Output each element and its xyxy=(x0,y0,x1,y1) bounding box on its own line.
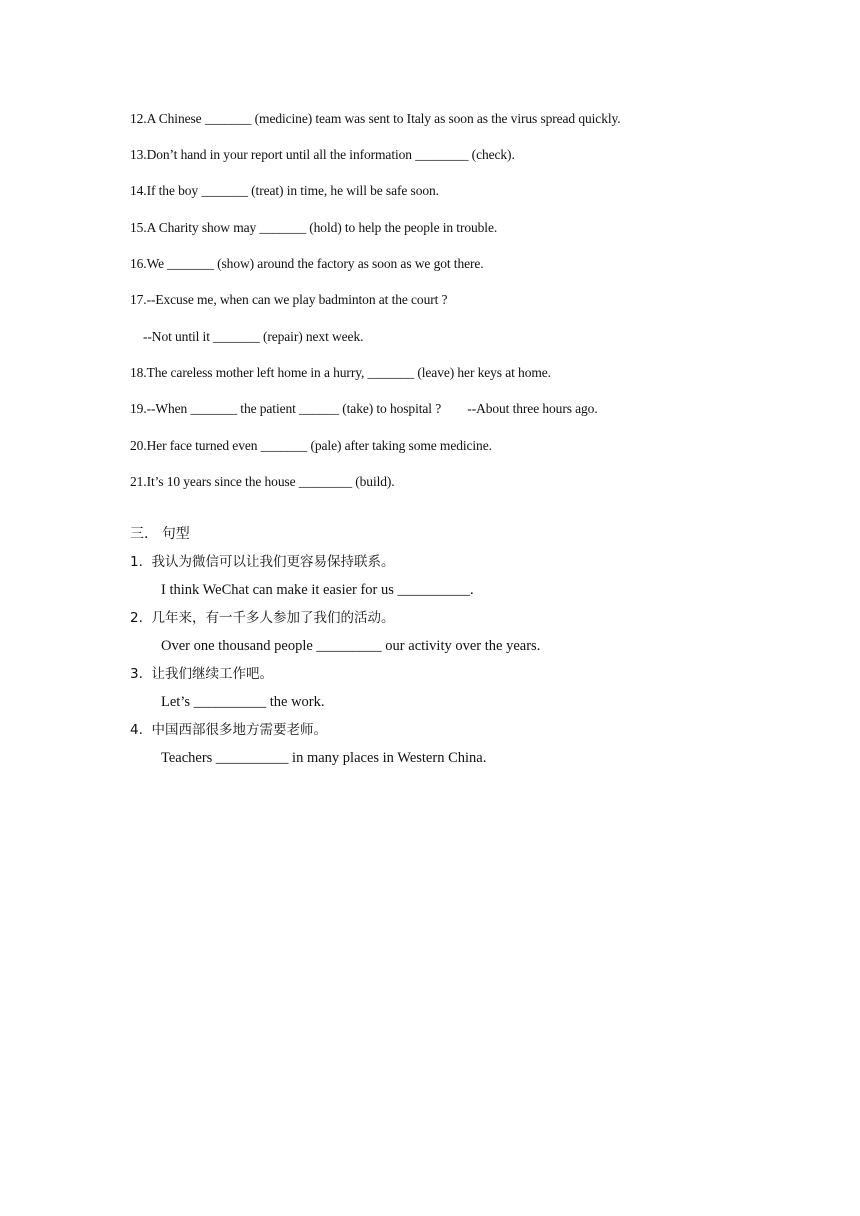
question-12: 12.A Chinese _______ (medicine) team was sent to Italy as soon as the virus spread quickly. xyxy=(130,111,621,126)
question-17: 17.--Excuse me, when can we play badminton at the court ? xyxy=(130,292,448,307)
sentence-4-english: Teachers __________ in many places in Western China. xyxy=(161,750,487,766)
section-three-title: 三. 句型 xyxy=(130,526,190,542)
sentence-4-chinese: 4. 中国西部很多地方需要老师。 xyxy=(130,722,327,738)
question-17-reply: --Not until it _______ (repair) next week. xyxy=(143,329,364,344)
question-20: 20.Her face turned even _______ (pale) after taking some medicine. xyxy=(130,438,492,453)
question-15: 15.A Charity show may _______ (hold) to help the people in trouble. xyxy=(130,220,498,235)
question-18: 18.The careless mother left home in a hurry, _______ (leave) her keys at home. xyxy=(130,365,551,380)
question-16: 16.We _______ (show) around the factory as soon as we got there. xyxy=(130,256,484,271)
sentence-1-chinese: 1. 我认为微信可以让我们更容易保持联系。 xyxy=(130,554,395,570)
question-21: 21.It’s 10 years since the house ________ (build). xyxy=(130,474,395,489)
sentence-2-chinese: 2. 几年来，有一千多人参加了我们的活动。 xyxy=(130,610,395,626)
question-19: 19.--When _______ the patient ______ (take) to hospital ? --About three hours ago. xyxy=(130,401,598,416)
sentence-3-english: Let’s __________ the work. xyxy=(161,694,325,710)
sentence-2-english: Over one thousand people _________ our activity over the years. xyxy=(161,638,541,654)
sentence-1-english: I think WeChat can make it easier for us __________. xyxy=(161,582,474,598)
question-13: 13.Don’t hand in your report until all the information ________ (check). xyxy=(130,147,515,162)
question-14: 14.If the boy _______ (treat) in time, he will be safe soon. xyxy=(130,183,439,198)
sentence-3-chinese: 3. 让我们继续工作吧。 xyxy=(130,666,273,682)
